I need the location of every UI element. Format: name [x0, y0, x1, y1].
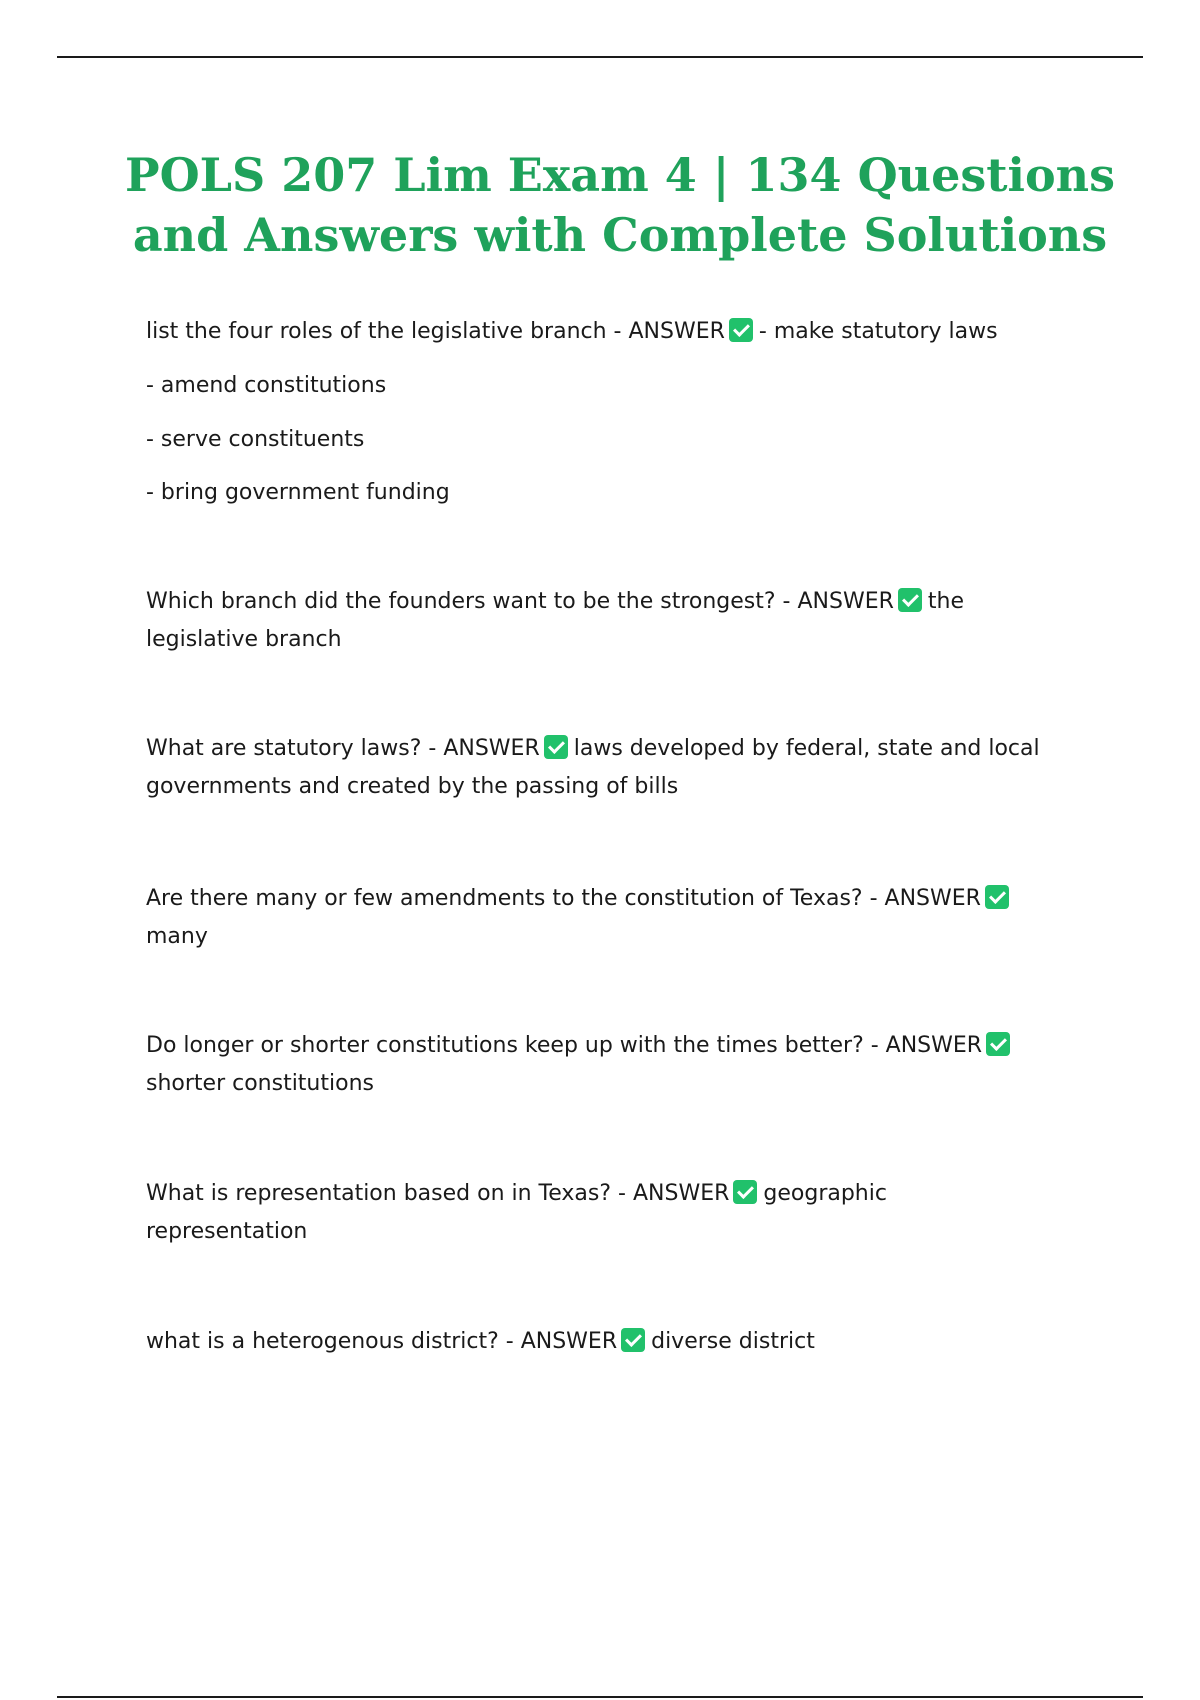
check-icon: [733, 1180, 757, 1204]
answer-label: ANSWER: [632, 1181, 730, 1206]
qa-line: [146, 880, 1096, 918]
answer-continuation: legislative branch: [146, 627, 342, 652]
answer-text: geographic: [763, 1181, 887, 1206]
answer-text: laws developed by federal, state and local: [573, 736, 1040, 761]
qa-item-2: [146, 583, 1096, 659]
answer-label: ANSWER: [443, 736, 540, 761]
qa-item-3: [146, 730, 1096, 806]
page-title: [0, 145, 1200, 265]
answer-label: ANSWER: [885, 1033, 983, 1058]
qa-line: [146, 1323, 1096, 1361]
title-line-2: and Answers with Complete Solutions: [132, 208, 1108, 262]
check-icon: [986, 1032, 1010, 1056]
qa-line: [146, 313, 1096, 351]
answer-text: - serve constituents: [146, 427, 365, 452]
check-icon: [621, 1328, 645, 1352]
title-line-1: POLS 207 Lim Exam 4 | 134 Questions: [125, 148, 1115, 202]
qa-line: [146, 1175, 1096, 1213]
check-icon: [544, 735, 568, 759]
answer-continuation: many: [146, 924, 208, 949]
qa-item-1-extra-2: [146, 421, 1096, 459]
answer-text: - bring government funding: [146, 480, 450, 505]
answer-label: ANSWER: [884, 886, 981, 911]
top-rule: [57, 56, 1143, 58]
answer-text: - make statutory laws: [758, 319, 998, 344]
qa-line: [146, 1027, 1096, 1065]
qa-line: [146, 583, 1096, 621]
check-icon: [985, 885, 1009, 909]
answer-continuation: representation: [146, 1219, 308, 1244]
question-text: Are there many or few amendments to the constitution of Texas? -: [146, 886, 885, 911]
qa-item-7: [146, 1323, 1096, 1361]
qa-item-1: [146, 313, 1096, 351]
question-text: What is representation based on in Texas? -: [146, 1181, 633, 1206]
qa-item-5: [146, 1027, 1096, 1103]
check-icon: [729, 318, 753, 342]
qa-item-1-extra-3: [146, 474, 1096, 512]
check-icon: [898, 588, 922, 612]
answer-continuation: governments and created by the passing of bills: [146, 774, 679, 799]
qa-line: [146, 730, 1096, 768]
question-text: Which branch did the founders want to be the strongest? -: [146, 589, 798, 614]
answer-text: - amend constitutions: [146, 373, 387, 398]
answer-label: ANSWER: [797, 589, 894, 614]
bottom-rule: [57, 1696, 1143, 1698]
qa-item-4: [146, 880, 1096, 956]
question-text: What are statutory laws? -: [146, 736, 444, 761]
qa-item-1-extra-1: [146, 367, 1096, 405]
answer-label: ANSWER: [628, 319, 725, 344]
question-text: Do longer or shorter constitutions keep up with the times better? -: [146, 1033, 886, 1058]
answer-text: diverse district: [651, 1329, 815, 1354]
answer-continuation: shorter constitutions: [146, 1071, 374, 1096]
qa-item-6: [146, 1175, 1096, 1251]
answer-text: the: [927, 589, 965, 614]
question-text: what is a heterogenous district? -: [146, 1329, 521, 1354]
answer-label: ANSWER: [520, 1329, 618, 1354]
question-text: list the four roles of the legislative branch -: [146, 319, 629, 344]
